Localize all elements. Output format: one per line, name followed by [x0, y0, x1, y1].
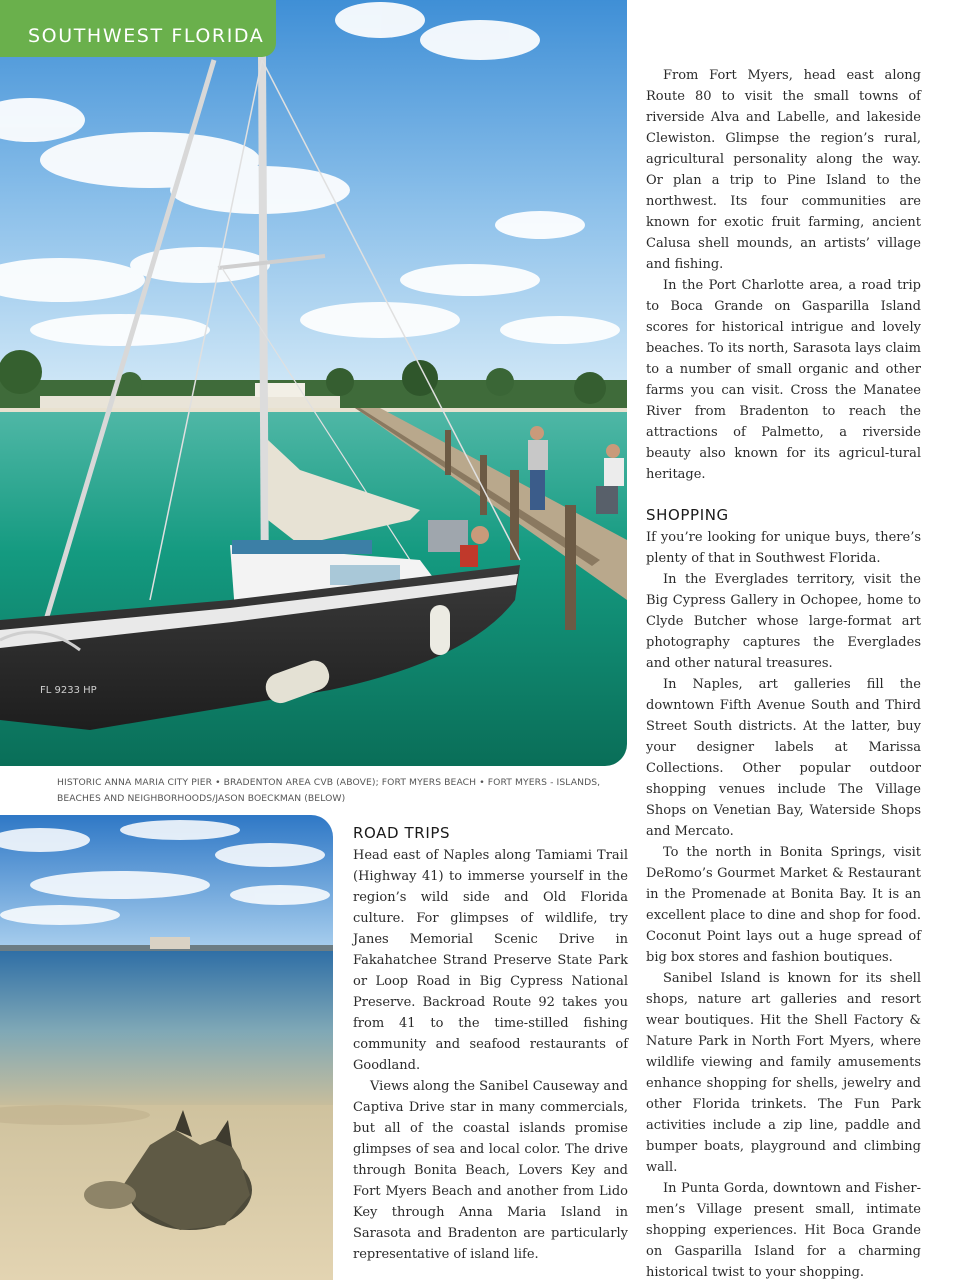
photo-sailboat-pier: [0, 0, 627, 766]
shopping-paragraph: In Naples, art galleries fill the downtown Fifth Avenue South and Third Street South districts. At the latter, buy your designer labels at Marissa Collections. Other popular outdoor shopping venues include The Village Shops on Venetian Bay, Waterside Shops and Mercato.: [646, 677, 921, 839]
section-label: SOUTHWEST FLORIDA: [28, 25, 265, 47]
shopping-paragraph: To the north in Bonita Springs, visit DeRomo’s Gourmet Market & Restaurant in the Promenade at Bonita Bay. It is an excellent place to dine and shop for food. Coconut Point lays out a huge spread of big box stores and fashion boutiques.: [646, 845, 921, 965]
intro-paragraph: From Fort Myers, head east along Route 80 to visit the small towns of riverside Alva and Labelle, and lakeside Clewiston. Glimpse the region’s rural, agricultural personality along the way. Or plan a trip to Pine Island to the northwest. Its four communities are known for exotic fruit farming, ancient Calusa shell mounds, an artists’ village and fishing.: [646, 68, 921, 272]
shopping-paragraph: In Punta Gorda, downtown and Fisher-men’s Village present small, intimate shopping experiences. Hit Boca Grande on Gasparilla Island for a charming historical twist to your shopping.: [646, 1181, 921, 1280]
shopping-heading: SHOPPING: [646, 506, 729, 524]
beach-conch-illustration: [0, 815, 333, 1280]
intro-paragraph: In the Port Charlotte area, a road trip to Boca Grande on Gasparilla Island scores for historical intrigue and lovely beaches. To its north, Sarasota lays claim to a number of small organic and other farms you can visit. Cross the Manatee River from Bradenton to reach the attractions of Palmetto, a riverside beauty also known for its agricul-tural heritage.: [646, 278, 921, 482]
shopping-paragraph: Sanibel Island is known for its shell shops, nature art galleries and resort wear boutiques. Hit the Shell Factory & Nature Park in North Fort Myers, where wildlife viewing and family amusements enhance shopping for shells, jewelry and other Florida trinkets. The Fun Park activities include a zip line, paddle and bumper boats, playground and climbing wall.: [646, 971, 921, 1175]
road-trips-paragraph: Head east of Naples along Tamiami Trail (Highway 41) to immerse yourself in the region’s wild side and Old Florida culture. For glimpses of wildlife, try Janes Memorial Scenic Drive in Fakahatchee Strand Preserve State Park or Loop Road in Big Cypress National Preserve. Backroad Route 92 takes you from 41 to the time-stilled fishing community and seafood restaurants of Goodland.: [353, 848, 628, 1073]
sailboat-pier-illustration: [0, 0, 627, 766]
road-trips-section: [353, 823, 628, 1265]
shopping-paragraph: If you’re looking for unique buys, there’s plenty of that in Southwest Florida.: [646, 530, 921, 566]
shopping-paragraph: In the Everglades territory, visit the Big Cypress Gallery in Ochopee, home to Clyde Butcher whose large-format art photography captures the Everglades and other natural treasures.: [646, 572, 921, 671]
right-column: [646, 65, 921, 1283]
road-trips-paragraph: Views along the Sanibel Causeway and Captiva Drive star in many commercials, but all of the coastal islands promise glimpses of sea and local color. The drive through Bonita Beach, Lovers Key and Fort Myers Beach and another from Lido Key through Anna Maria Island in Sarasota and Bradenton are particularly representative of island life.: [353, 1079, 628, 1262]
photo-caption: HISTORIC ANNA MARIA CITY PIER • BRADENTON AREA CVB (ABOVE); FORT MYERS BEACH • FORT MYERS - ISLANDS, BEACHES AND NEIGHBORHOODS/JASON BOECKMAN (BELOW): [57, 777, 601, 804]
road-trips-heading: ROAD TRIPS: [353, 824, 451, 842]
section-tag: [0, 0, 276, 57]
photo-beach-conch: [0, 815, 333, 1280]
hull-registration: FL 9233 HP: [40, 685, 97, 696]
